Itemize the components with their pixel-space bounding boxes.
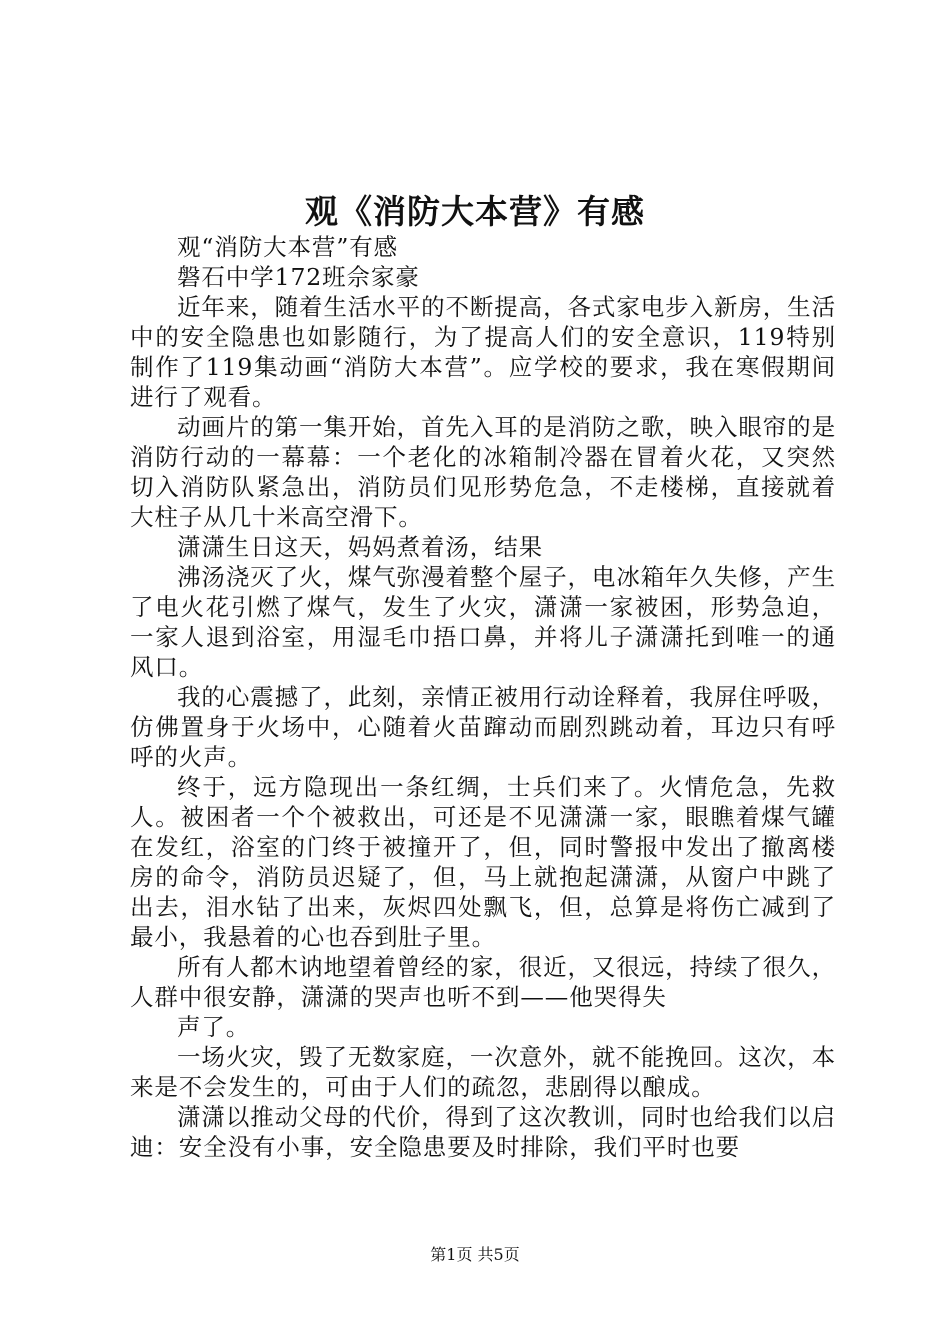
paragraph: 沸汤浇灭了火，煤气弥漫着整个屋子，电冰箱年久失修，产生了电火花引燃了煤气，发生了火灾，潇潇一家被困，形势急迫，一家人退到浴室，用湿毛巾捂口鼻，并将儿子潇潇托到唯一的通风口。 xyxy=(130,563,836,681)
paragraph: 所有人都木讷地望着曾经的家，很近，又很远，持续了很久，人群中很安静，潇潇的哭声也听不到——他哭得失 xyxy=(130,953,836,1011)
paragraph: 近年来，随着生活水平的不断提高，各式家电步入新房，生活中的安全隐患也如影随行，为了提高人们的安全意识，119特别制作了119集动画“消防大本营”。应学校的要求，我在寒假期间进行了观看。 xyxy=(130,293,836,411)
paragraph: 我的心震撼了，此刻，亲情正被用行动诠释着，我屏住呼吸，仿佛置身于火场中，心随着火苗蹿动而剧烈跳动着，耳边只有呼呼的火声。 xyxy=(130,683,836,771)
paragraph: 动画片的第一集开始，首先入耳的是消防之歌，映入眼帘的是消防行动的一幕幕：一个老化的冰箱制冷器在冒着火花，又突然切入消防队紧急出，消防员们见形势危急，不走楼梯，直接就着大柱子从几十米高空滑下。 xyxy=(130,413,836,531)
page-footer: 第1页 共5页 xyxy=(430,1245,520,1264)
paragraph: 声了。 xyxy=(177,1013,251,1041)
paragraph: 一场火灾，毁了无数家庭，一次意外，就不能挽回。这次，本来是不会发生的，可由于人们的疏忽，悲剧得以酿成。 xyxy=(130,1043,836,1101)
document-body xyxy=(130,232,836,1162)
paragraph: 潇潇生日这天，妈妈煮着汤，结果 xyxy=(177,533,543,561)
document-title: 观《消防大本营》有感 xyxy=(305,192,645,231)
paragraph: 磐石中学172班佘家豪 xyxy=(177,263,420,291)
paragraph: 终于，远方隐现出一条红绸，士兵们来了。火情危急，先救人。被困者一个个被救出，可还是不见潇潇一家，眼瞧着煤气罐在发红，浴室的门终于被撞开了，但，同时警报中发出了撤离楼房的命令，消防员迟疑了，但，马上就抱起潇潇，从窗户中跳了出去，泪水钻了出来，灰烬四处飘飞，但，总算是将伤亡减到了最小，我悬着的心也吞到肚子里。 xyxy=(130,773,836,951)
paragraph: 潇潇以推动父母的代价，得到了这次教训，同时也给我们以启迪：安全没有小事，安全隐患要及时排除，我们平时也要 xyxy=(130,1103,836,1161)
paragraph: 观“消防大本营”有感 xyxy=(177,233,399,261)
